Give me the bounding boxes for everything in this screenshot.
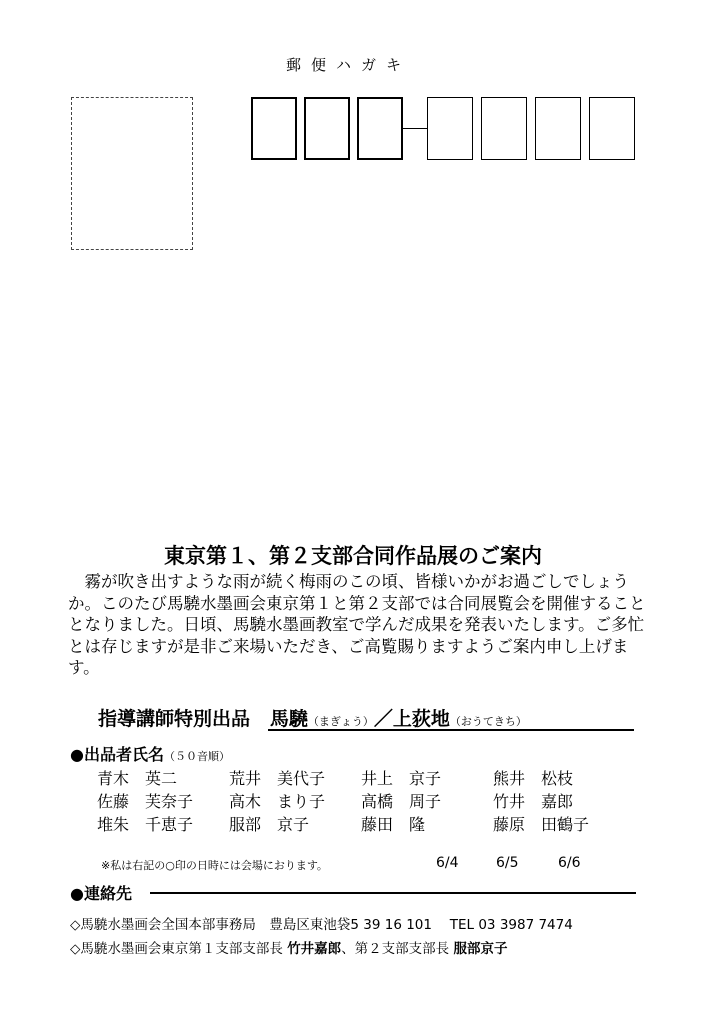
guest-label: 指導講師特別出品: [98, 708, 251, 730]
exhibitor-name: 荒井 美代子: [229, 769, 326, 788]
exhibitors-heading-label: ●出品者氏名: [70, 745, 164, 764]
exhibitor-name: 高木 まり子: [229, 792, 326, 811]
contact-headquarters: ◇馬驍水墨画会全国本部事務局 豊島区東池袋5 39 16 101 TEL 03 3987 7474: [70, 917, 573, 933]
postal-code-box: [535, 97, 581, 160]
exhibitor-name: 竹井 嘉郎: [493, 792, 574, 811]
invitation-body-text: 霧が吹き出すような雨が続く梅雨のこの頃、皆様いかがお過ごしでしょうか。このたび馬驍水墨画会東京第１と第２支部では合同展覧会を開催することとなりました。日頃、馬驍水墨画教室で学んだ成果を発表いたします。ご多忙とは存じますが是非ご来場いただき、ご高覧賜りますようご案内申し上げます。: [68, 572, 646, 677]
attendance-date: 6/4: [436, 855, 459, 871]
guest-artist-1-reading: （まぎょう）: [307, 715, 374, 728]
postal-code-box: [481, 97, 527, 160]
postal-code-box: [304, 97, 350, 160]
postal-code-dash: [403, 128, 427, 129]
exhibitor-name: 高橋 周子: [361, 792, 442, 811]
contact-rule: [150, 892, 636, 894]
postal-code-box: [357, 97, 403, 160]
branch2-head-name: 服部京子: [453, 941, 508, 957]
postal-code-box: [427, 97, 473, 160]
guest-separator: ／: [373, 708, 393, 730]
exhibitor-name: 井上 京子: [361, 769, 442, 788]
attendance-note: ※私は右記の○印の日時には会場におります。: [101, 859, 328, 872]
guest-artists: [98, 704, 527, 731]
postcard-header: 郵便ハガキ: [286, 56, 412, 74]
postal-code-box: [251, 97, 297, 160]
contact-heading: ●連絡先: [70, 884, 132, 903]
exhibitor-name: 藤田 隆: [361, 815, 426, 834]
exhibitors-heading: [70, 742, 230, 765]
guest-underline: [268, 729, 634, 731]
exhibitor-name: 佐藤 芙奈子: [97, 792, 194, 811]
contact-branch-heads: [70, 937, 507, 957]
attendance-date: 6/5: [496, 855, 519, 871]
exhibitor-name: 熊井 松枝: [493, 769, 574, 788]
contact-branch-middle: 、第２支部支部長: [341, 941, 454, 957]
guest-artist-2: 上荻地: [392, 708, 450, 730]
invitation-title: 東京第１、第２支部合同作品展のご案内: [164, 544, 542, 568]
exhibitor-name: 藤原 田鶴子: [493, 815, 590, 834]
guest-artist-2-reading: （おうてきち）: [449, 715, 527, 728]
invitation-body: [68, 571, 648, 679]
exhibitors-order-note: （５０音順）: [163, 750, 230, 763]
stamp-placeholder: [71, 97, 193, 250]
attendance-date: 6/6: [558, 855, 581, 871]
postal-code-box: [589, 97, 635, 160]
contact-branch-prefix: ◇馬驍水墨画会東京第１支部支部長: [70, 941, 288, 957]
branch1-head-name: 竹井嘉郎: [287, 941, 342, 957]
guest-artist-1: 馬驍: [269, 708, 308, 730]
exhibitor-name: 堆朱 千恵子: [97, 815, 194, 834]
exhibitor-name: 青木 英二: [97, 769, 178, 788]
exhibitor-name: 服部 京子: [229, 815, 310, 834]
exhibitors-list: [97, 769, 625, 835]
